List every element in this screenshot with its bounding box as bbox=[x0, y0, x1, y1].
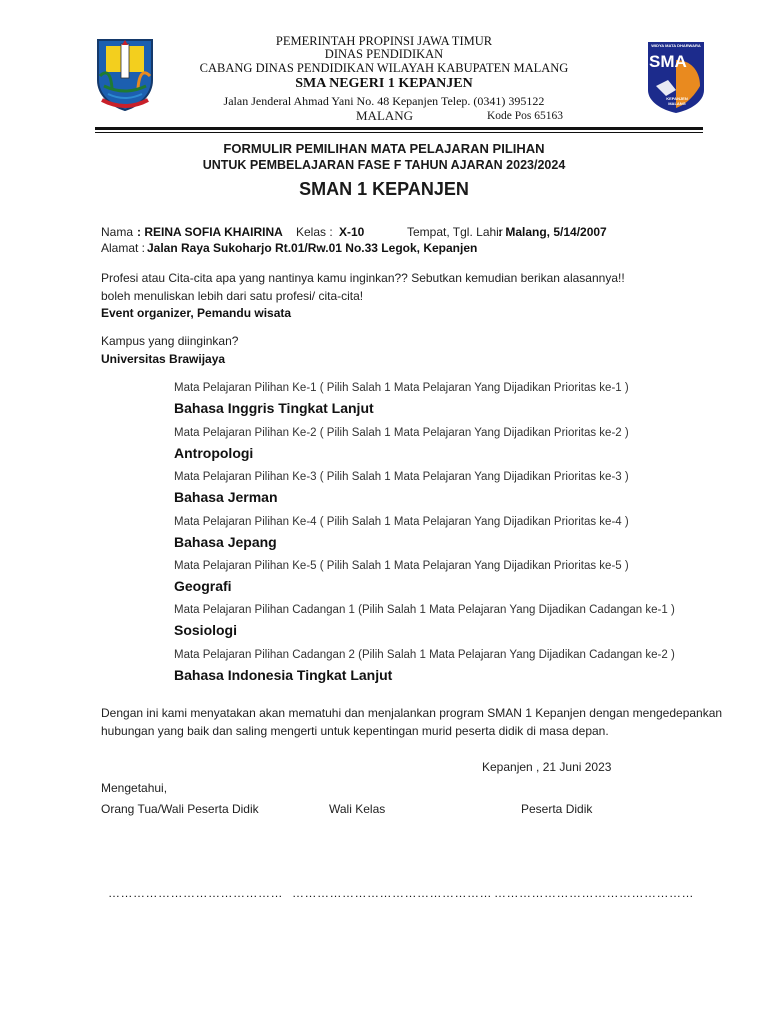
letterhead-line-branch: CABANG DINAS PENDIDIKAN WILAYAH KABUPATEN MALANG bbox=[199, 61, 569, 75]
reserve-1-value: Sosiologi bbox=[174, 622, 237, 638]
alamat-label: Alamat : bbox=[101, 241, 146, 255]
statement-line2: hubungan yang baik dan saling mengerti untuk kepentingan murid peserta didik di masa depan. bbox=[101, 724, 609, 738]
choice-5-value: Geografi bbox=[174, 578, 232, 594]
choice-4-label: Mata Pelajaran Pilihan Ke-4 ( Pilih Salah 1 Mata Pelajaran Yang Dijadikan Prioritas ke-4 ) bbox=[174, 516, 629, 528]
letterhead-line-department: DINAS PENDIDIKAN bbox=[324, 47, 444, 61]
school-logo-sma-text: SMA bbox=[649, 52, 687, 71]
choice-4-value: Bahasa Jepang bbox=[174, 534, 277, 550]
letterhead-divider-thin bbox=[95, 132, 703, 133]
answer-profession: Event organizer, Pemandu wisata bbox=[101, 306, 292, 320]
school-logo-bottom-text: KEPANJEN MALANG bbox=[666, 96, 688, 106]
letterhead-divider bbox=[95, 127, 703, 130]
choice-1-value: Bahasa Inggris Tingkat Lanjut bbox=[174, 400, 374, 416]
form-school-title: SMAN 1 KEPANJEN bbox=[299, 179, 469, 199]
reserve-2-value: Bahasa Indonesia Tingkat Lanjut bbox=[174, 667, 393, 683]
letterhead-line-province: PEMERINTAH PROPINSI JAWA TIMUR bbox=[275, 34, 493, 48]
ttl-value: : Malang, 5/14/2007 bbox=[498, 225, 607, 239]
place-date: Kepanjen , 21 Juni 2023 bbox=[482, 760, 612, 774]
signature-parent-line: …………………………………… bbox=[108, 886, 283, 900]
signature-parent-label: Orang Tua/Wali Peserta Didik bbox=[101, 802, 259, 816]
signature-student-label: Peserta Didik bbox=[521, 802, 593, 816]
choice-2-value: Antropologi bbox=[174, 445, 254, 461]
nama-label: Nama bbox=[101, 225, 134, 239]
reserve-2-label: Mata Pelajaran Pilihan Cadangan 2 (Pilih Salah 1 Mata Pelajaran Yang Dijadikan Cadangan ke-2 ) bbox=[174, 649, 675, 661]
choice-1-label: Mata Pelajaran Pilihan Ke-1 ( Pilih Salah 1 Mata Pelajaran Yang Dijadikan Prioritas ke-1 ) bbox=[174, 382, 629, 394]
answer-campus: Universitas Brawijaya bbox=[101, 352, 226, 366]
school-logo-top-text: WIDYA MATA DHARWARA bbox=[651, 43, 701, 48]
reserve-1-label: Mata Pelajaran Pilihan Cadangan 1 (Pilih Salah 1 Mata Pelajaran Yang Dijadikan Cadangan ke-1 ) bbox=[174, 604, 675, 616]
letterhead-address: Jalan Jenderal Ahmad Yani No. 48 Kepanjen Telep. (0341) 395122 bbox=[223, 94, 545, 108]
statement-line1: Dengan ini kami menyatakan akan mematuhi dan menjalankan program SMAN 1 Kepanjen dengan mengedepankan bbox=[101, 706, 723, 720]
question-profession-line2: boleh menuliskan lebih dari satu profesi/ cita-cita! bbox=[101, 289, 364, 303]
form-subtitle: UNTUK PEMBELAJARAN FASE F TAHUN AJARAN 2023/2024 bbox=[202, 158, 566, 172]
choice-3-label: Mata Pelajaran Pilihan Ke-3 ( Pilih Salah 1 Mata Pelajaran Yang Dijadikan Prioritas ke-3 ) bbox=[174, 471, 629, 483]
signature-homeroom-line: ………………………………………… bbox=[292, 886, 492, 900]
signature-homeroom-label: Wali Kelas bbox=[329, 802, 386, 816]
signature-student-line: ………………………………………… bbox=[494, 886, 694, 900]
form-title: FORMULIR PEMILIHAN MATA PELAJARAN PILIHAN bbox=[223, 141, 545, 156]
question-campus: Kampus yang diinginkan? bbox=[101, 334, 239, 348]
letterhead-school-name: SMA NEGERI 1 KEPANJEN bbox=[295, 76, 473, 91]
kelas-value: X-10 bbox=[339, 225, 365, 239]
nama-value: : REINA SOFIA KHAIRINA bbox=[137, 225, 283, 239]
choice-5-label: Mata Pelajaran Pilihan Ke-5 ( Pilih Salah 1 Mata Pelajaran Yang Dijadikan Prioritas ke-5 ) bbox=[174, 560, 629, 572]
kelas-label: Kelas : bbox=[296, 225, 333, 239]
ttl-label: Tempat, Tgl. Lahir bbox=[407, 225, 503, 239]
choice-3-value: Bahasa Jerman bbox=[174, 489, 278, 505]
question-profession-line1: Profesi atau Cita-cita apa yang nantinya kamu inginkan?? Sebutkan kemudian berikan alasannya!! bbox=[101, 271, 625, 285]
alamat-value: Jalan Raya Sukoharjo Rt.01/Rw.01 No.33 Legok, Kepanjen bbox=[147, 241, 478, 255]
letterhead-city: MALANG bbox=[356, 108, 414, 123]
mengetahui-label: Mengetahui, bbox=[101, 781, 168, 795]
choice-2-label: Mata Pelajaran Pilihan Ke-2 ( Pilih Salah 1 Mata Pelajaran Yang Dijadikan Prioritas ke-2 ) bbox=[174, 427, 629, 439]
letterhead-postcode: Kode Pos 65163 bbox=[487, 110, 564, 122]
